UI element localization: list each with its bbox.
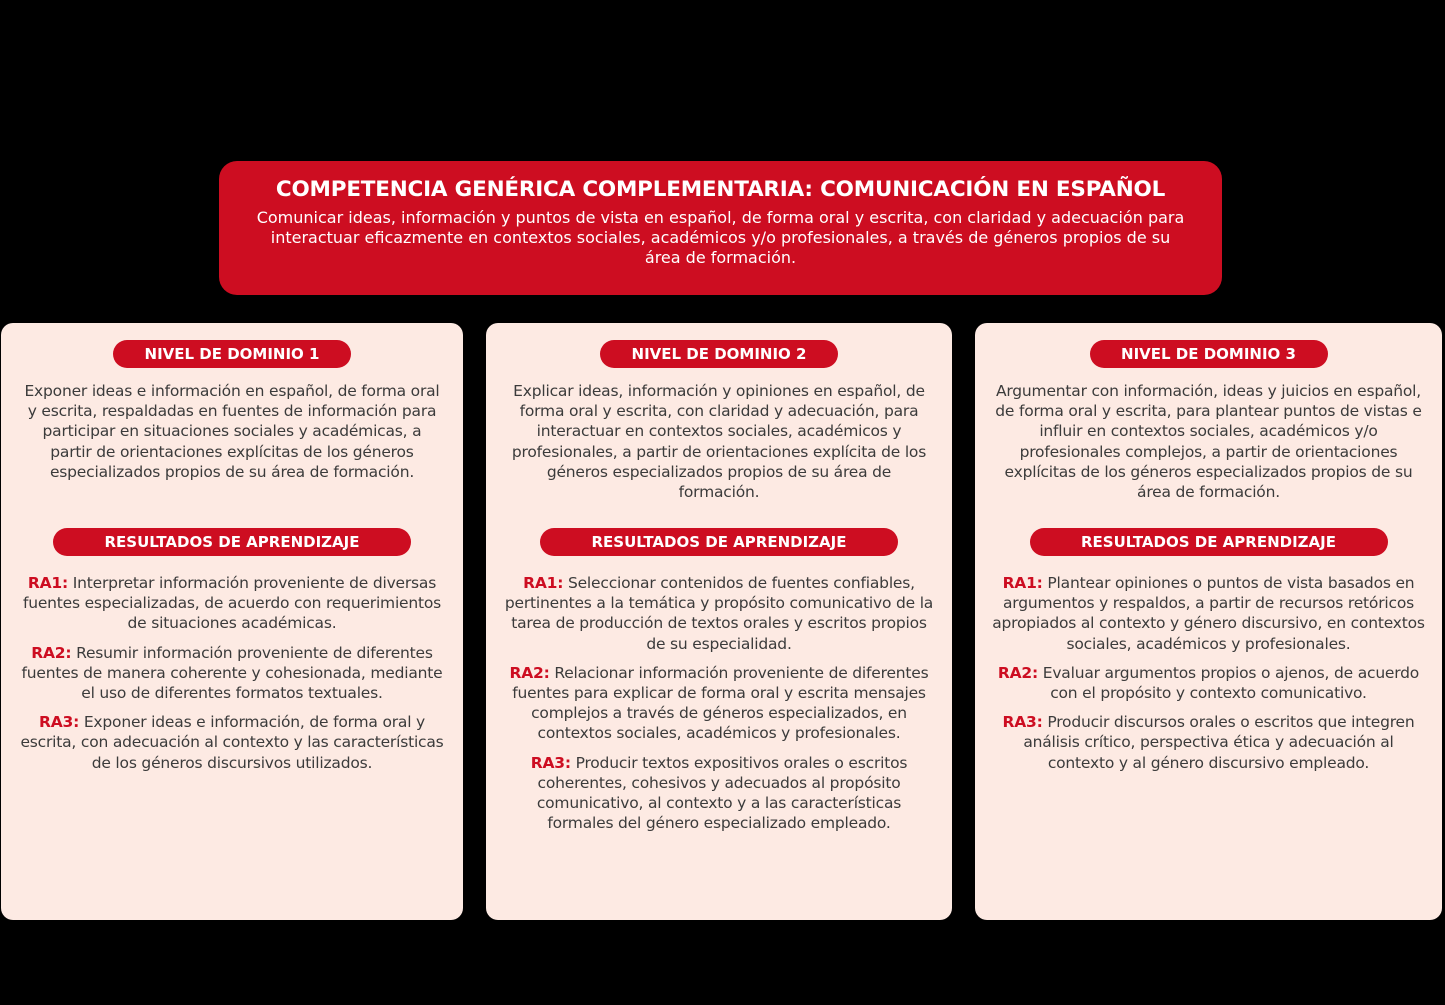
result-code: RA2: [509,663,550,682]
result-text: Exponer ideas e información, de forma oral y escrita, con adecuación al contexto y las características de los géneros discursivos utilizados. [20,713,444,772]
level-badge: NIVEL DE DOMINIO 2 [600,340,838,368]
results-list [991,573,1426,782]
level-column-1 [1,323,463,920]
result-text: Plantear opiniones o puntos de vista basados en argumentos y respaldos, a partir de recursos retóricos apropiados al contexto y género discursivo, en contextos sociales, académicos y profesionales. [992,574,1425,653]
result-item [502,663,936,744]
result-item [991,712,1426,773]
competence-header [219,161,1222,295]
result-item [991,573,1426,654]
result-code: RA3: [38,713,80,732]
level-column-3 [975,323,1442,920]
result-text: Evaluar argumentos propios o ajenos, de acuerdo con el propósito y contexto comunicativo. [1038,663,1420,703]
level-column-2 [486,323,952,920]
result-item [502,573,936,654]
results-badge: RESULTADOS DE APRENDIZAJE [53,528,411,556]
result-text: Relacionar información proveniente de diferentes fuentes para explicar de forma oral y escrita mensajes complejos a través de géneros especializados, en contextos sociales, académicos y profesionales. [512,663,929,743]
result-code: RA1: [1002,574,1043,592]
result-code: RA3: [1002,713,1043,732]
level-description: Explicar ideas, información y opiniones en español, de forma oral y escrita, con claridad y adecuación, para interactuar en contextos sociales, académicos y profesionales, a partir de orientaciones explícita de los géneros especializados propios de su área de formación. [511,382,927,502]
result-code: RA2: [997,663,1039,682]
result-text: Producir textos expositivos orales o escritos coherentes, cohesivos y adecuados al propósito comunicativo, al contexto y a las características formales del género especializado empleado. [536,753,908,833]
result-code: RA1: [27,574,69,592]
level-description: Exponer ideas e información en español, de forma oral y escrita, respaldadas en fuentes de información para participar en situaciones sociales y académicas, a partir de orientaciones explícitas de los géneros especializados propios de su área de formación. [24,382,440,481]
result-item [17,573,447,634]
competence-description: Comunicar ideas, información y puntos de vista en español, de forma oral y escrita, con claridad y adecuación para interactuar eficazmente en contextos sociales, académicos y/o profesionales, a través de géneros propios de su área de formación. [256,208,1185,267]
level-description: Argumentar con información, ideas y juicios en español, de forma oral y escrita, para plantear puntos de vistas e influir en contextos sociales, académicos y/o profesionales complejos, a partir de orientaciones explícitas de los géneros especializados propios de su área de formación. [995,382,1422,502]
result-code: RA2: [31,643,72,662]
result-text: Resumir información proveniente de diferentes fuentes de manera coherente y cohesionada, mediante el uso de diferentes formatos textuales. [21,643,443,703]
results-badge: RESULTADOS DE APRENDIZAJE [540,528,898,556]
result-item [502,753,936,834]
result-text: Interpretar información proveniente de diversas fuentes especializadas, de acuerdo con requerimientos de situaciones académicas. [22,574,442,633]
result-text: Producir discursos orales o escritos que integren análisis crítico, perspectiva ética y adecuación al contexto y al género discursivo empleado. [1023,713,1415,772]
result-item [991,663,1426,703]
competence-title: COMPETENCIA GENÉRICA COMPLEMENTARIA: COMUNICACIÓN EN ESPAÑOL [275,177,1166,202]
results-list [17,573,447,782]
level-badge: NIVEL DE DOMINIO 3 [1090,340,1328,368]
result-code: RA3: [530,753,571,772]
result-item [17,712,447,773]
result-item [17,643,447,704]
result-text: Seleccionar contenidos de fuentes confiables, pertinentes a la temática y propósito comunicativo de la tarea de producción de textos orales y escritos propios de su especialidad. [504,574,934,653]
result-code: RA1: [523,574,564,592]
level-badge: NIVEL DE DOMINIO 1 [113,340,351,368]
results-badge: RESULTADOS DE APRENDIZAJE [1030,528,1388,556]
results-list [502,573,936,842]
